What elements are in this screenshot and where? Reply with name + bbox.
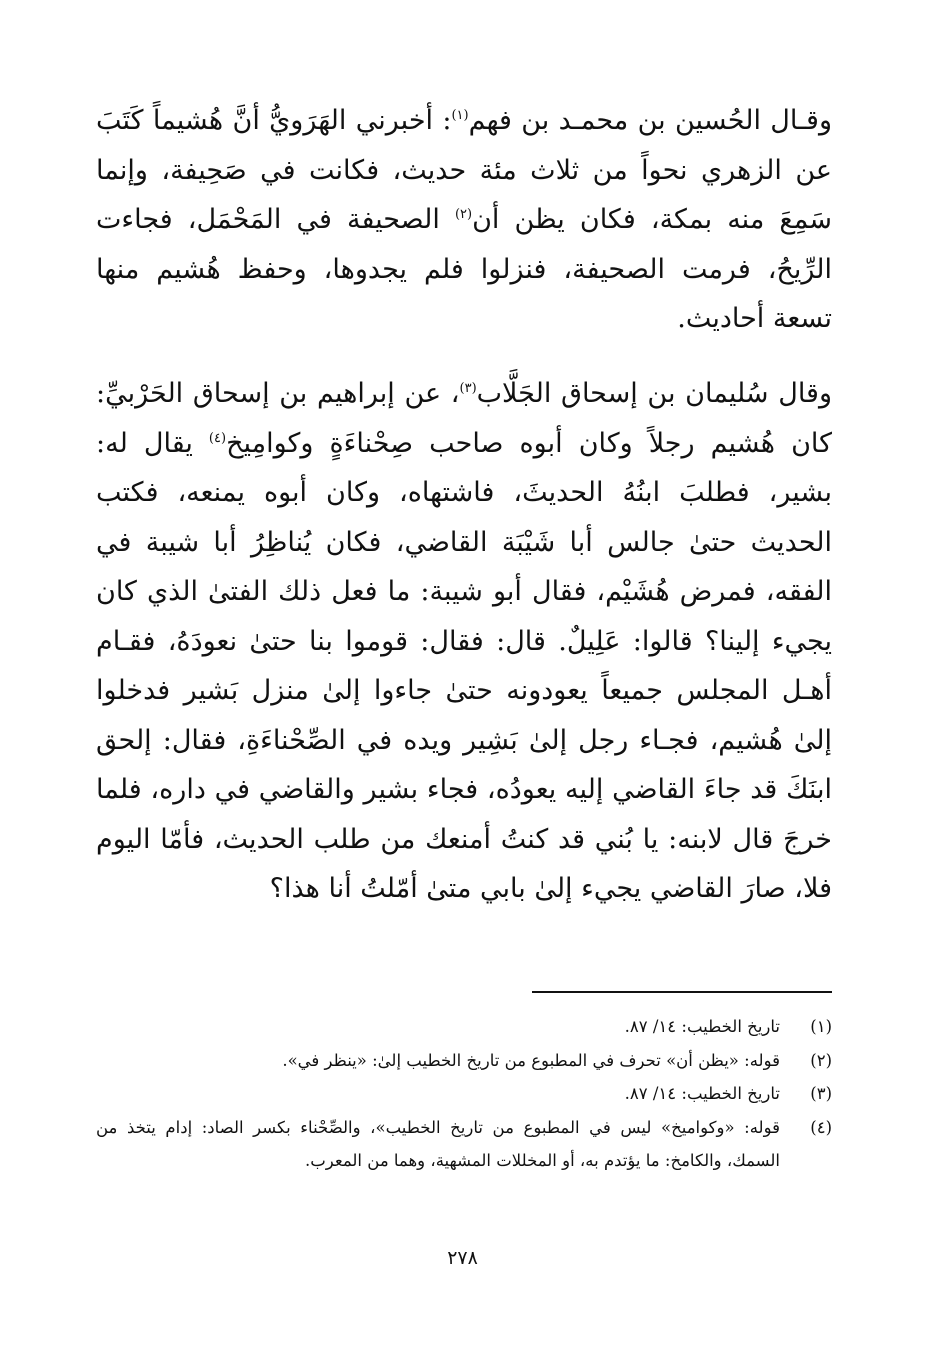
- paragraph-1-text-c: الصحيفة في المَحْمَل، فجاءت الرِّيحُ، فرمت الصحيفة، فنزلوا فلم يجدوها، وحفظ هُشيم منها تسعة أحاديث.: [96, 204, 832, 334]
- footnote-number: (٣): [810, 1084, 832, 1103]
- footnote-2: [96, 1044, 832, 1078]
- paragraph-2: [96, 369, 832, 914]
- paragraph-1-text-a: وقـال الحُسين بن محمـد بن فهم: [468, 105, 832, 136]
- footnote-text: قوله: «وكواميخ» ليس في المطبوع من تاريخ الخطيب»، والصِّحْناء بكسر الصاد: إدام يتخذ من السمك، والكامخ: ما يؤتدم به، أو المخللات المشهية، وهما من المعرب.: [96, 1117, 780, 1170]
- footnote-text: قوله: «يظن أن» تحرف في المطبوع من تاريخ الخطيب إلىٰ: «ينظر في».: [282, 1050, 780, 1070]
- paragraph-1-text-b: : أخبرني الهَرَويُّ أنَّ هُشيماً كَتَبَ عن الزهري نحواً من ثلاث مئة حديث، فكانت في صَحِيفة، وإنما سَمِعَ منه بمكة، فكان يظن أن: [96, 105, 833, 235]
- footnote-4: [96, 1111, 832, 1178]
- footnote-number: (١): [810, 1017, 832, 1036]
- footnote-number: (٢): [810, 1050, 832, 1070]
- footnote-ref-2: (٢): [454, 207, 473, 222]
- page-number: ٢٧٨: [447, 1247, 478, 1269]
- footnotes: [96, 1010, 832, 1178]
- footnote-number: (٤): [810, 1117, 832, 1137]
- footnote-text: تاريخ الخطيب: ١٤/ ٨٧.: [624, 1017, 780, 1036]
- paragraph-2-text-a: وقال سُليمان بن إسحاق الجَلَّاب: [476, 378, 832, 409]
- footnote-ref-1: (١): [451, 108, 469, 123]
- footnote-divider: [532, 991, 832, 993]
- footnote-ref-4: (٤): [208, 430, 227, 446]
- footnote-text: تاريخ الخطيب: ١٤/ ٨٧.: [624, 1084, 780, 1103]
- footnote-3: [96, 1077, 832, 1111]
- paragraph-2-text-c: يقال له: بشير، فطلبَ ابنُهُ الحديثَ، فاشتهاه، وكان أبوه يمنعه، فكتب الحديث حتىٰ جالس أبا شَيْبَة القاضي، فكان يُناظِرُ أبا شيبة في الفقه، فمرض هُشَيْم، فقال أبو شيبة: ما فعل ذلك الفتىٰ الذي كان يجيء إلينا؟ قالوا: عَلِيلٌ. قال: فقال: قوموا بنا حتىٰ نعودَهُ، فقـام أهـل المجلس جميعاً يعودونه حتىٰ جاءوا إلىٰ منزل بَشير فدخلوا إلىٰ هُشيم، فجـاء رجل إلىٰ بَشِير ويده في الصِّحْناءَةِ، فقال: إلحق ابنَكَ قد جاءَ القاضي إليه يعودُه، فجاء بشير والقاضي في داره، فلما خرجَ قال لابنه: يا بُني قد كنتُ أمنعك من طلب الحديث، فأمّا اليوم فلا، صارَ القاضي يجيء إلىٰ بابي متىٰ أمّلتُ أنا هذا؟: [96, 427, 832, 904]
- paragraph-2-text-b: ، عن إبراهيم بن إسحاق الحَرْبيِّ: كان هُشيم رجلاً وكان أبوه صاحب صِحْناءَةٍ وكوامِيخ: [96, 378, 832, 459]
- footnote-ref-3: (٣): [459, 381, 477, 396]
- footnote-1: [96, 1010, 832, 1044]
- paragraph-1: [96, 96, 832, 344]
